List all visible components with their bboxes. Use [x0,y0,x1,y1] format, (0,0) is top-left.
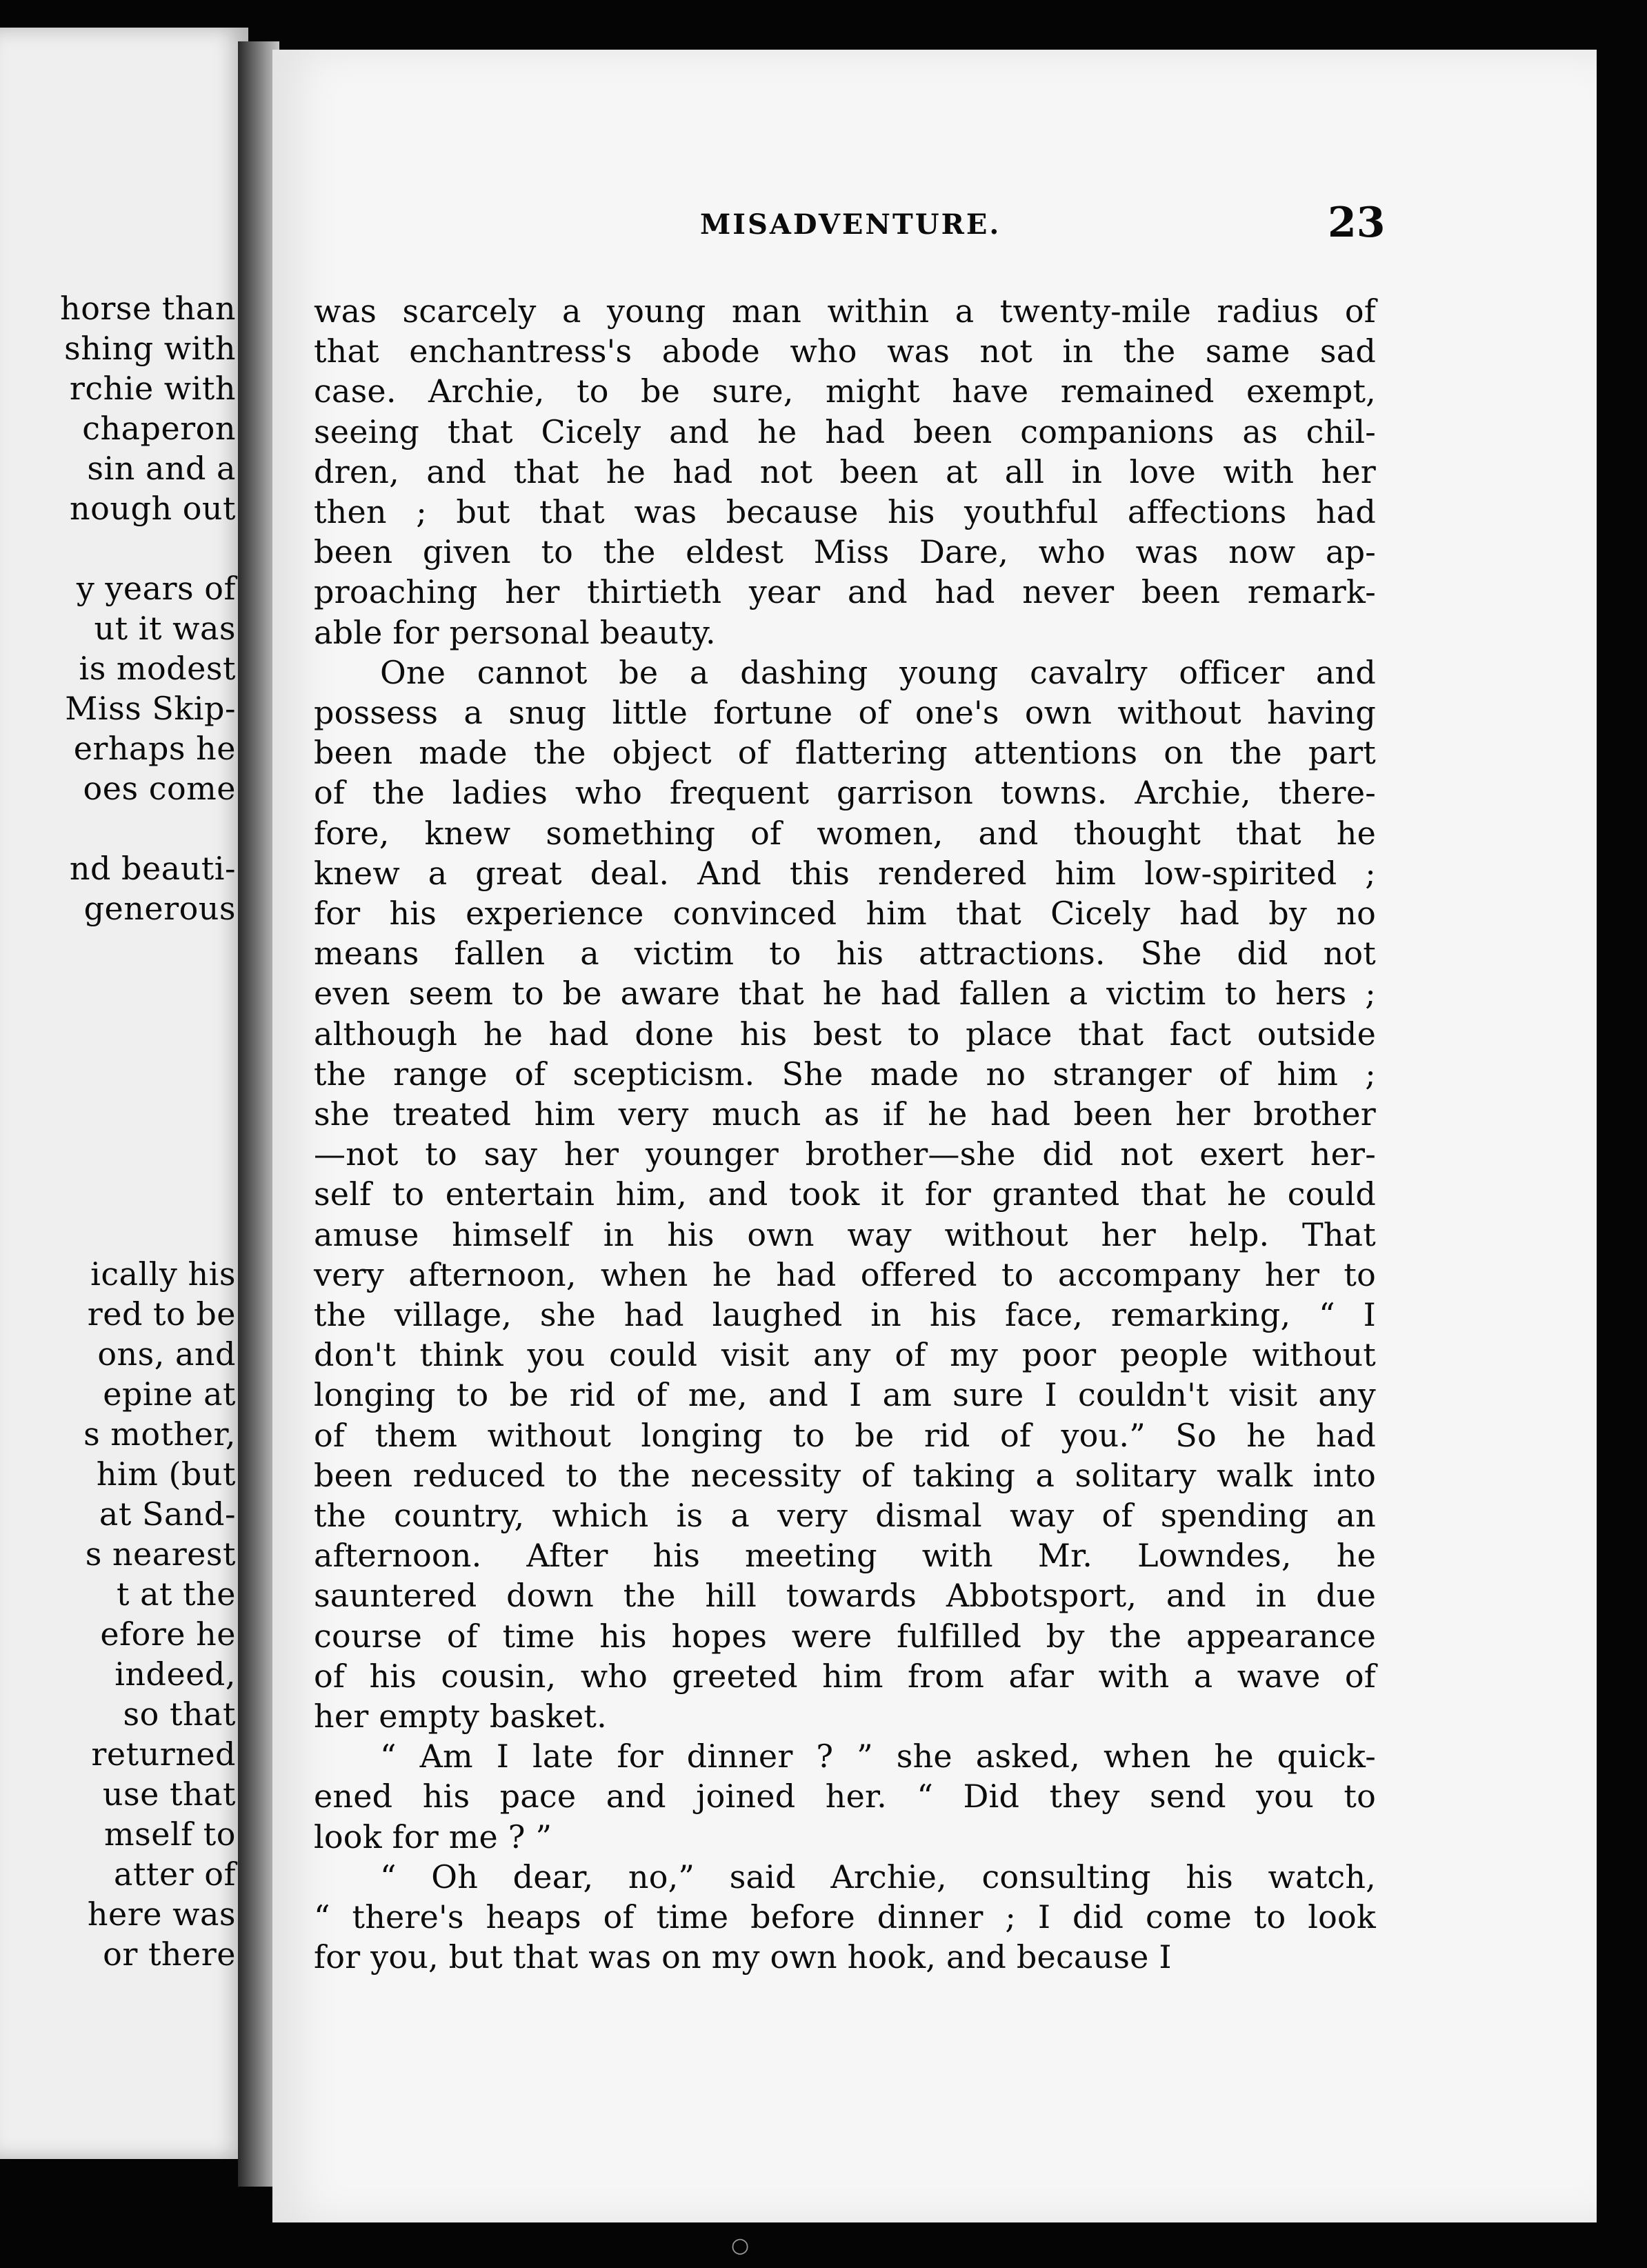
left-page-line: here was [87,1896,236,1933]
text-line: was scarcely a young man within a twenty-mile radius of [314,292,1376,330]
right-page [272,50,1597,2222]
text-line: self to entertain him, and took it for granted that he could [314,1175,1376,1213]
text-line: dren, and that he had not been at all in love with her [314,452,1376,490]
left-page-line: red to be [87,1295,236,1333]
text-line: “ Oh dear, no,” said Archie, consulting his watch, [380,1858,1376,1896]
text-line: the village, she had laughed in his face, remarking, “ I [314,1296,1376,1333]
left-page-line: shing with [64,330,236,367]
left-page-line: rchie with [69,370,236,407]
text-line: although he had done his best to place that fact outside [314,1015,1376,1053]
left-page-line: horse than [60,290,236,327]
left-page-line: ons, and [97,1335,236,1373]
left-page-line: efore he [100,1615,236,1653]
page-header [272,199,1597,263]
text-line: look for me ? ” [314,1818,552,1856]
text-line: of his cousin, who greeted him from afar with a wave of [314,1657,1376,1695]
text-line: afternoon. After his meeting with Mr. Lowndes, he [314,1537,1376,1575]
left-page-line: oes come [83,770,236,807]
text-line: possess a snug little fortune of one's own without having [314,694,1376,731]
text-line: for his experience convinced him that Cicely had by no [314,895,1376,932]
left-page-line: generous [83,890,236,927]
page-number: 23 [1328,199,1386,247]
text-line: then ; but that was because his youthful affections had [314,493,1376,530]
text-line: even seem to be aware that he had fallen a victim to hers ; [314,975,1376,1013]
left-page-line: at Sand- [99,1495,236,1533]
text-line: of them without longing to be rid of you.” So he had [314,1416,1376,1454]
left-page-line: s nearest [85,1535,236,1573]
left-page-line: or there [103,1936,236,1973]
text-line: been made the object of flattering attentions on the part [314,734,1376,772]
text-line: “ Am I late for dinner ? ” she asked, when he quick- [380,1738,1376,1775]
left-page-line: y years of [76,570,236,607]
left-page-line: nough out [70,490,236,527]
text-line: seeing that Cicely and he had been companions as chil- [314,412,1376,450]
text-line: for you, but that was on my own hook, and because I [314,1938,1172,1976]
text-line: case. Archie, to be sure, might have remained exempt, [314,372,1376,410]
text-line: longing to be rid of me, and I am sure I couldn't visit any [314,1376,1376,1414]
text-line: ened his pace and joined her. “ Did they send you to [314,1778,1376,1816]
left-page-line: sin and a [87,450,236,487]
text-line: been reduced to the necessity of taking a solitary walk into [314,1456,1376,1494]
scan-mark: ○ [731,2234,750,2258]
left-page-line: ically his [90,1255,236,1293]
left-page-line: returned [91,1735,236,1773]
left-page-line: erhaps he [73,730,236,767]
text-line: amuse himself in his own way without her help. That [314,1215,1376,1253]
text-line: she treated him very much as if he had been her brother [314,1095,1376,1133]
text-line: —not to say her younger brother—she did not exert her- [314,1135,1376,1173]
left-page-line: use that [102,1775,236,1813]
text-line: her empty basket. [314,1698,607,1735]
left-page-line: him (but [96,1455,236,1493]
text-line: “ there's heaps of time before dinner ; I did come to look [314,1898,1376,1936]
text-line: don't think you could visit any of my poor people without [314,1336,1376,1374]
text-line: proaching her thirtieth year and had never been remark- [314,573,1376,611]
left-page-line: nd beauti- [69,850,236,887]
text-line: able for personal beauty. [314,613,716,651]
text-line: of the ladies who frequent garrison towns. Archie, there- [314,774,1376,812]
left-page-line: atter of [114,1856,236,1893]
left-page-line: Miss Skip- [65,690,236,727]
text-line: that enchantress's abode who was not in the same sad [314,332,1376,370]
left-page-line: t at the [117,1575,236,1613]
left-page [0,28,248,2159]
text-line: course of time his hopes were fulfilled by the appearance [314,1617,1376,1655]
text-line: the country, which is a very dismal way of spending an [314,1497,1376,1534]
running-title: MISADVENTURE. [700,208,1001,241]
left-page-line: s mother, [83,1415,236,1453]
left-page-line: mself to [104,1816,236,1853]
text-line: been given to the eldest Miss Dare, who was now ap- [314,533,1376,571]
left-page-line: so that [123,1695,236,1733]
text-line: sauntered down the hill towards Abbotsport, and in due [314,1577,1376,1615]
left-page-line: ut it was [94,610,236,647]
text-line: One cannot be a dashing young cavalry officer and [380,653,1376,691]
text-line: means fallen a victim to his attractions. She did not [314,935,1376,973]
text-line: very afternoon, when he had offered to accompany her to [314,1255,1376,1293]
left-page-line: is modest [79,650,236,687]
text-line: the range of scepticism. She made no stranger of him ; [314,1055,1376,1093]
left-page-line: epine at [103,1375,236,1413]
left-page-line: chaperon [82,410,236,447]
left-page-line: indeed, [114,1655,236,1693]
text-line: fore, knew something of women, and thought that he [314,814,1376,852]
text-line: knew a great deal. And this rendered him low-spirited ; [314,854,1376,892]
